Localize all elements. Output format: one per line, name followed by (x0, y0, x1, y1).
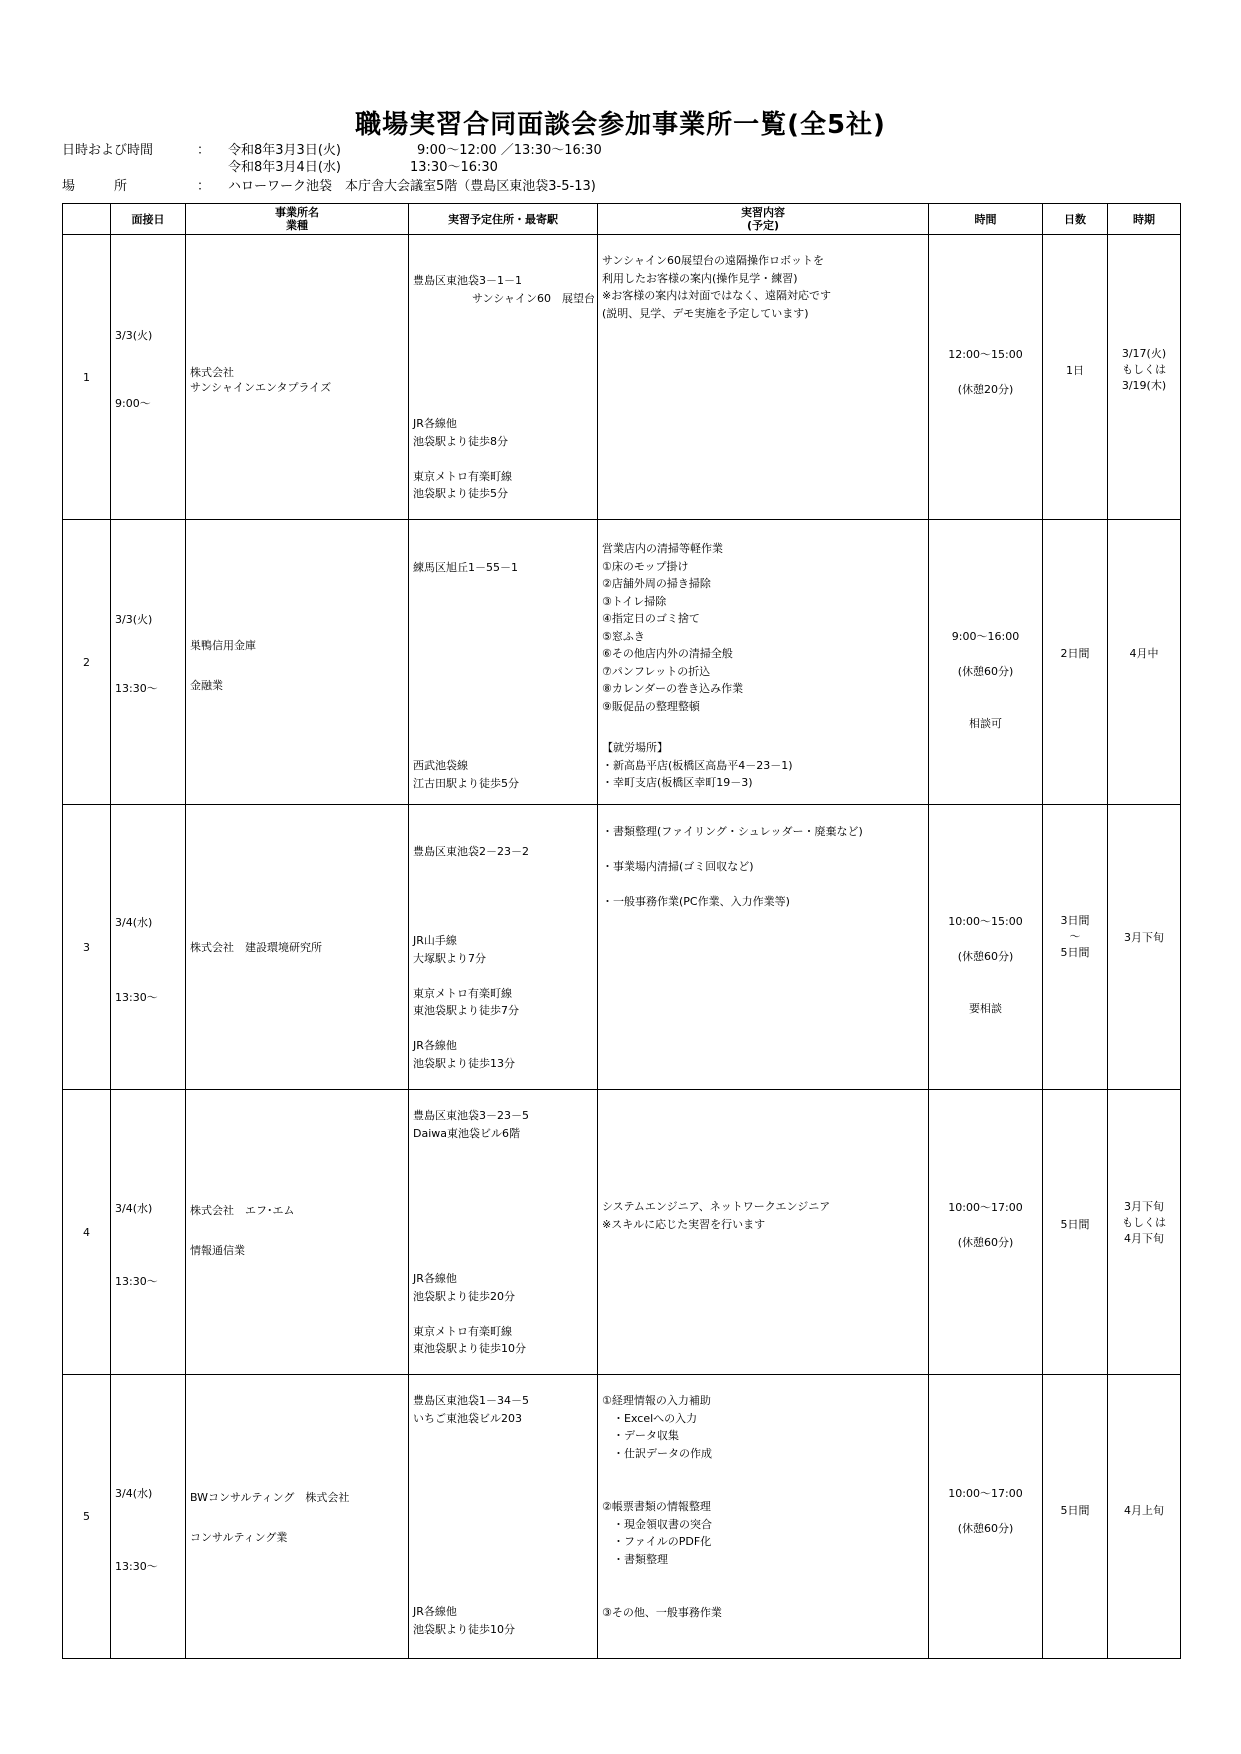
interview-start: 13:30～ (115, 991, 158, 1004)
row-number: 5 (63, 1375, 111, 1659)
header-address: 実習予定住所・最寄駅 (409, 204, 598, 235)
period-cell (1108, 1090, 1181, 1375)
content: 営業店内の清掃等軽作業 ①床のモップ掛け ②店舗外周の掃き掃除 ③トイレ掃除 ④指定日のゴミ捨て ⑤窓ふき ⑥その他店内外の清掃全般 ⑦パンフレットの折込 ⑧カレンダーの巻き込み作業 ⑨販促品の整理整頓 (602, 542, 744, 713)
period: 4月中 (1129, 647, 1159, 660)
datetime-label: 日時および時間 (62, 143, 154, 158)
interview-date: 3/4(水) (115, 1487, 153, 1500)
break: (休憩60分) (957, 665, 1014, 678)
company-cell (186, 520, 409, 805)
content-section2: ②帳票書類の情報整理 ・現金領収書の突合 ・ファイルのPDF化 ・書類整理 (602, 1500, 712, 1566)
access: JR山手線 大塚駅より7分 東京メトロ有楽町線 東池袋駅より徒歩7分 JR各線他 池袋駅より徒歩13分 (413, 934, 519, 1070)
time1: 9:00～12:00 ／13:30～16:30 (417, 143, 602, 158)
interview-start: 13:30～ (115, 1560, 158, 1573)
interview-date: 3/3(火) (115, 613, 153, 626)
table-row (63, 1375, 1181, 1659)
time-cell (929, 235, 1043, 520)
industry: コンサルティング業 (190, 1531, 288, 1544)
company-name: 株式会社 建設環境研究所 (190, 941, 322, 954)
days: 5日間 (1060, 1504, 1090, 1517)
days: 5日間 (1060, 1218, 1090, 1231)
address: 練馬区旭丘1－55－1 (413, 561, 518, 574)
interview-date-cell (111, 1090, 186, 1375)
break: (休憩60分) (957, 950, 1014, 963)
days: 1日 (1066, 364, 1084, 377)
date1: 令和8年3月3日(火) (228, 143, 341, 158)
period-cell (1108, 520, 1181, 805)
break: (休憩20分) (957, 383, 1014, 396)
address-sub: サンシャイン60 展望台 (472, 292, 595, 305)
time-cell (929, 520, 1043, 805)
company-name: 巣鴨信用金庫 (190, 639, 256, 652)
period: 3月下旬 もしくは 4月下旬 (1122, 1200, 1166, 1245)
access: JR各線他 池袋駅より徒歩8分 東京メトロ有楽町線 池袋駅より徒歩5分 (413, 417, 512, 500)
address: 豊島区東池袋1－34－5 いちご東池袋ビル203 (413, 1394, 529, 1425)
access: JR各線他 池袋駅より徒歩10分 (413, 1605, 515, 1636)
place-label: 場 所 (62, 179, 128, 194)
header-content: 実習内容 (予定) (598, 204, 929, 235)
content: ・書類整理(ファイリング・シュレッダー・廃棄など) ・事業場内清掃(ゴミ回収など) ・一般事務作業(PC作業、入力作業等) (602, 825, 863, 908)
interview-date: 3/4(水) (115, 1202, 153, 1215)
time-cell (929, 1375, 1043, 1659)
content-cell (598, 1090, 929, 1375)
address: 豊島区東池袋2－23－2 (413, 845, 529, 858)
interview-date: 3/3(火) (115, 329, 153, 342)
content-cell (598, 1375, 929, 1659)
interview-start: 9:00～ (115, 397, 151, 410)
content-section3: ③その他、一般事務作業 (602, 1606, 722, 1619)
content: ①経理情報の入力補助 ・Excelへの入力 ・データ収集 ・仕訳データの作成 (602, 1394, 712, 1460)
interview-date-cell (111, 520, 186, 805)
company-cell (186, 1375, 409, 1659)
header-days: 日数 (1043, 204, 1108, 235)
content: サンシャイン60展望台の遠隔操作ロボットを 利用したお客様の案内(操作見学・練習) ※お客様の案内は対面ではなく、遠隔対応です (説明、見学、デモ実施を予定しています) (602, 254, 831, 320)
table-row (63, 235, 1181, 520)
days-cell (1043, 520, 1108, 805)
days-cell (1043, 1090, 1108, 1375)
days-cell (1043, 1375, 1108, 1659)
address: 豊島区東池袋3－1－1 (413, 274, 522, 287)
header-company: 事業所名 業種 (186, 204, 409, 235)
period: 4月上旬 (1124, 1504, 1164, 1517)
row-number: 4 (63, 1090, 111, 1375)
place-colon: ： (197, 179, 211, 194)
content-workplace: 【就労場所】 ・新高島平店(板橋区高島平4－23－1) ・幸町支店(板橋区幸町19－3) (602, 741, 793, 789)
time: 12:00～15:00 (948, 348, 1023, 361)
address-cell (409, 235, 598, 520)
period: 3月下旬 (1124, 931, 1164, 944)
table-row (63, 1090, 1181, 1375)
time-cell (929, 1090, 1043, 1375)
address-cell (409, 520, 598, 805)
note: 要相談 (969, 1002, 1002, 1015)
company-table (62, 203, 1181, 1659)
company-name: BWコンサルティング 株式会社 (190, 1491, 350, 1504)
time: 9:00～16:00 (951, 630, 1020, 643)
interview-date-cell (111, 235, 186, 520)
days: 2日間 (1060, 647, 1090, 660)
company-cell (186, 1090, 409, 1375)
company-name: 株式会社 エフ･エム (190, 1204, 295, 1217)
period-cell (1108, 235, 1181, 520)
table-header-row (63, 204, 1181, 235)
interview-start: 13:30～ (115, 1275, 158, 1288)
address-cell (409, 1375, 598, 1659)
break: (休憩60分) (957, 1236, 1014, 1249)
company-name: 株式会社 サンシャインエンタプライズ (190, 366, 332, 394)
page-title: 職場実習合同面談会参加事業所一覧(全5社) (355, 110, 886, 140)
interview-start: 13:30～ (115, 682, 158, 695)
days-cell (1043, 235, 1108, 520)
header-interview-date: 面接日 (111, 204, 186, 235)
header-time: 時間 (929, 204, 1043, 235)
company-cell (186, 235, 409, 520)
industry: 金融業 (190, 679, 223, 692)
table-row (63, 805, 1181, 1090)
time: 10:00～15:00 (948, 915, 1023, 928)
time: 10:00～17:00 (948, 1201, 1023, 1214)
interview-date: 3/4(水) (115, 916, 153, 929)
break: (休憩60分) (957, 1522, 1014, 1535)
place-value: ハローワーク池袋 本庁舎大会議室5階（豊島区東池袋3-5-13) (228, 179, 596, 194)
content: システムエンジニア、ネットワークエンジニア ※スキルに応じた実習を行います (602, 1200, 831, 1231)
address-cell (409, 805, 598, 1090)
interview-date-cell (111, 805, 186, 1090)
date2: 令和8年3月4日(水) (228, 160, 341, 175)
access: JR各線他 池袋駅より徒歩20分 東京メトロ有楽町線 東池袋駅より徒歩10分 (413, 1272, 526, 1355)
industry: 情報通信業 (190, 1244, 245, 1257)
period: 3/17(火) もしくは 3/19(木) (1121, 347, 1167, 392)
period-cell (1108, 1375, 1181, 1659)
row-number: 2 (63, 520, 111, 805)
time: 10:00～17:00 (948, 1487, 1023, 1500)
content-cell (598, 805, 929, 1090)
days: 3日間 ～ 5日間 (1060, 914, 1090, 959)
interview-date-cell (111, 1375, 186, 1659)
access: 西武池袋線 江古田駅より徒歩5分 (413, 759, 519, 790)
row-number: 3 (63, 805, 111, 1090)
content-cell (598, 520, 929, 805)
address: 豊島区東池袋3－23－5 Daiwa東池袋ビル6階 (413, 1109, 529, 1140)
table-row (63, 520, 1181, 805)
row-number: 1 (63, 235, 111, 520)
note: 相談可 (969, 717, 1002, 730)
header-no (63, 204, 111, 235)
address-cell (409, 1090, 598, 1375)
company-cell (186, 805, 409, 1090)
header-period: 時期 (1108, 204, 1181, 235)
time2: 13:30～16:30 (410, 160, 498, 175)
datetime-colon: ： (197, 143, 211, 158)
days-cell (1043, 805, 1108, 1090)
period-cell (1108, 805, 1181, 1090)
time-cell (929, 805, 1043, 1090)
content-cell (598, 235, 929, 520)
